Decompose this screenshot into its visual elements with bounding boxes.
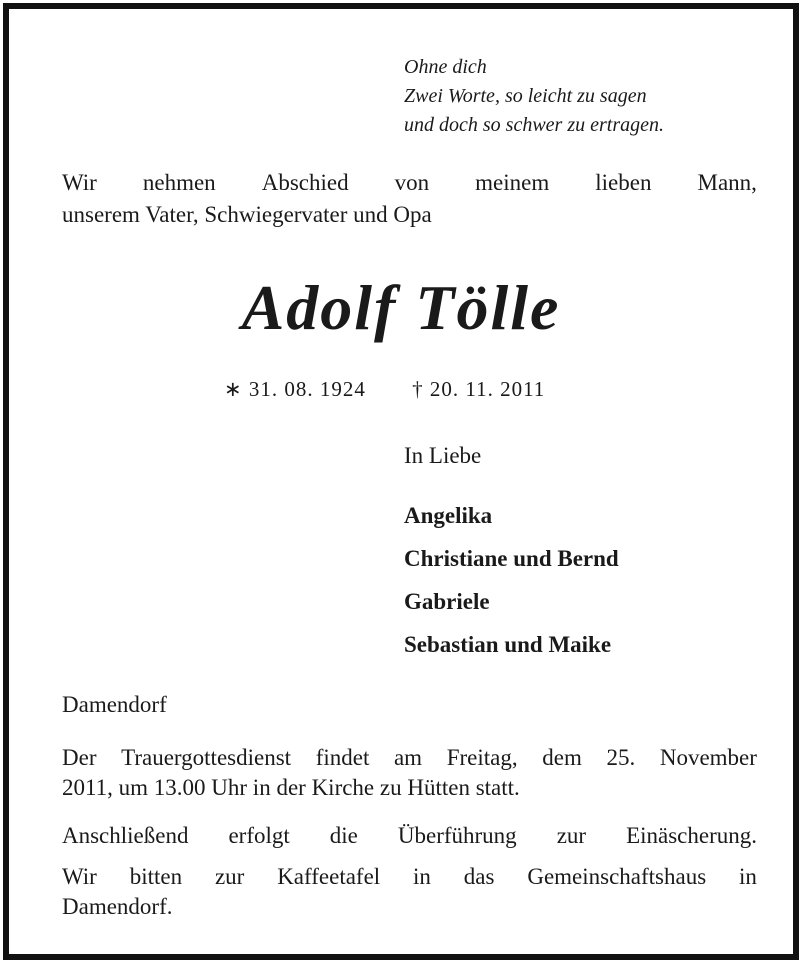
word: Einäscherung. bbox=[626, 823, 757, 848]
coffee-line-1 bbox=[62, 862, 757, 892]
coffee-line-2: Damendorf. bbox=[62, 894, 173, 919]
coffee-notice bbox=[62, 862, 757, 922]
birth-date: ∗ 31. 08. 1924 bbox=[224, 377, 366, 401]
word: Wir bbox=[62, 170, 97, 195]
word: nehmen bbox=[142, 170, 216, 195]
word: findet bbox=[315, 745, 370, 770]
word: Freitag, bbox=[446, 745, 518, 770]
family-list bbox=[404, 494, 619, 666]
life-dates bbox=[224, 377, 545, 402]
transfer-notice bbox=[62, 821, 757, 851]
death-date: † 20. 11. 2011 bbox=[412, 377, 546, 401]
word: die bbox=[329, 823, 358, 848]
word: Wir bbox=[62, 864, 97, 889]
family-member: Christiane und Bernd bbox=[404, 546, 619, 571]
family-member: Angelika bbox=[404, 503, 493, 528]
word: Anschließend bbox=[62, 823, 189, 848]
poem bbox=[404, 53, 664, 140]
in-liebe-label: In Liebe bbox=[404, 443, 482, 468]
place-name: Damendorf bbox=[62, 692, 167, 717]
word: meinem bbox=[475, 170, 550, 195]
word: November bbox=[659, 745, 757, 770]
service-notice bbox=[62, 743, 757, 803]
obituary-frame bbox=[3, 3, 799, 960]
family-member: Gabriele bbox=[404, 589, 490, 614]
word: bitten bbox=[129, 864, 183, 889]
word: das bbox=[463, 864, 495, 889]
service-line-1 bbox=[62, 743, 757, 773]
transfer-line bbox=[62, 821, 757, 851]
intro-line-2: unserem Vater, Schwiegervater und Opa bbox=[62, 202, 432, 227]
word: Mann, bbox=[697, 170, 757, 195]
word: am bbox=[393, 745, 423, 770]
word: zur bbox=[214, 864, 245, 889]
word: von bbox=[394, 170, 430, 195]
word: Überführung bbox=[397, 823, 517, 848]
deceased-name: Adolf Tölle bbox=[241, 272, 561, 343]
poem-line: Ohne dich bbox=[404, 56, 487, 78]
word: lieben bbox=[595, 170, 652, 195]
word: Gemeinschaftshaus bbox=[527, 864, 707, 889]
intro-line-1 bbox=[62, 167, 757, 199]
poem-line: Zwei Worte, so leicht zu sagen bbox=[404, 85, 647, 107]
word: erfolgt bbox=[228, 823, 290, 848]
word: in bbox=[413, 864, 431, 889]
word: Trauergottesdienst bbox=[121, 745, 292, 770]
word: Kaffeetafel bbox=[277, 864, 381, 889]
word: Der bbox=[62, 745, 97, 770]
word: 25. bbox=[606, 745, 636, 770]
intro-text bbox=[62, 167, 757, 231]
service-line-2: 2011, um 13.00 Uhr in der Kirche zu Hütten statt. bbox=[62, 775, 520, 800]
word: in bbox=[739, 864, 757, 889]
family-member: Sebastian und Maike bbox=[404, 632, 612, 657]
word: Abschied bbox=[261, 170, 349, 195]
poem-line: und doch so schwer zu ertragen. bbox=[404, 114, 664, 136]
word: zur bbox=[556, 823, 587, 848]
word: dem bbox=[542, 745, 582, 770]
